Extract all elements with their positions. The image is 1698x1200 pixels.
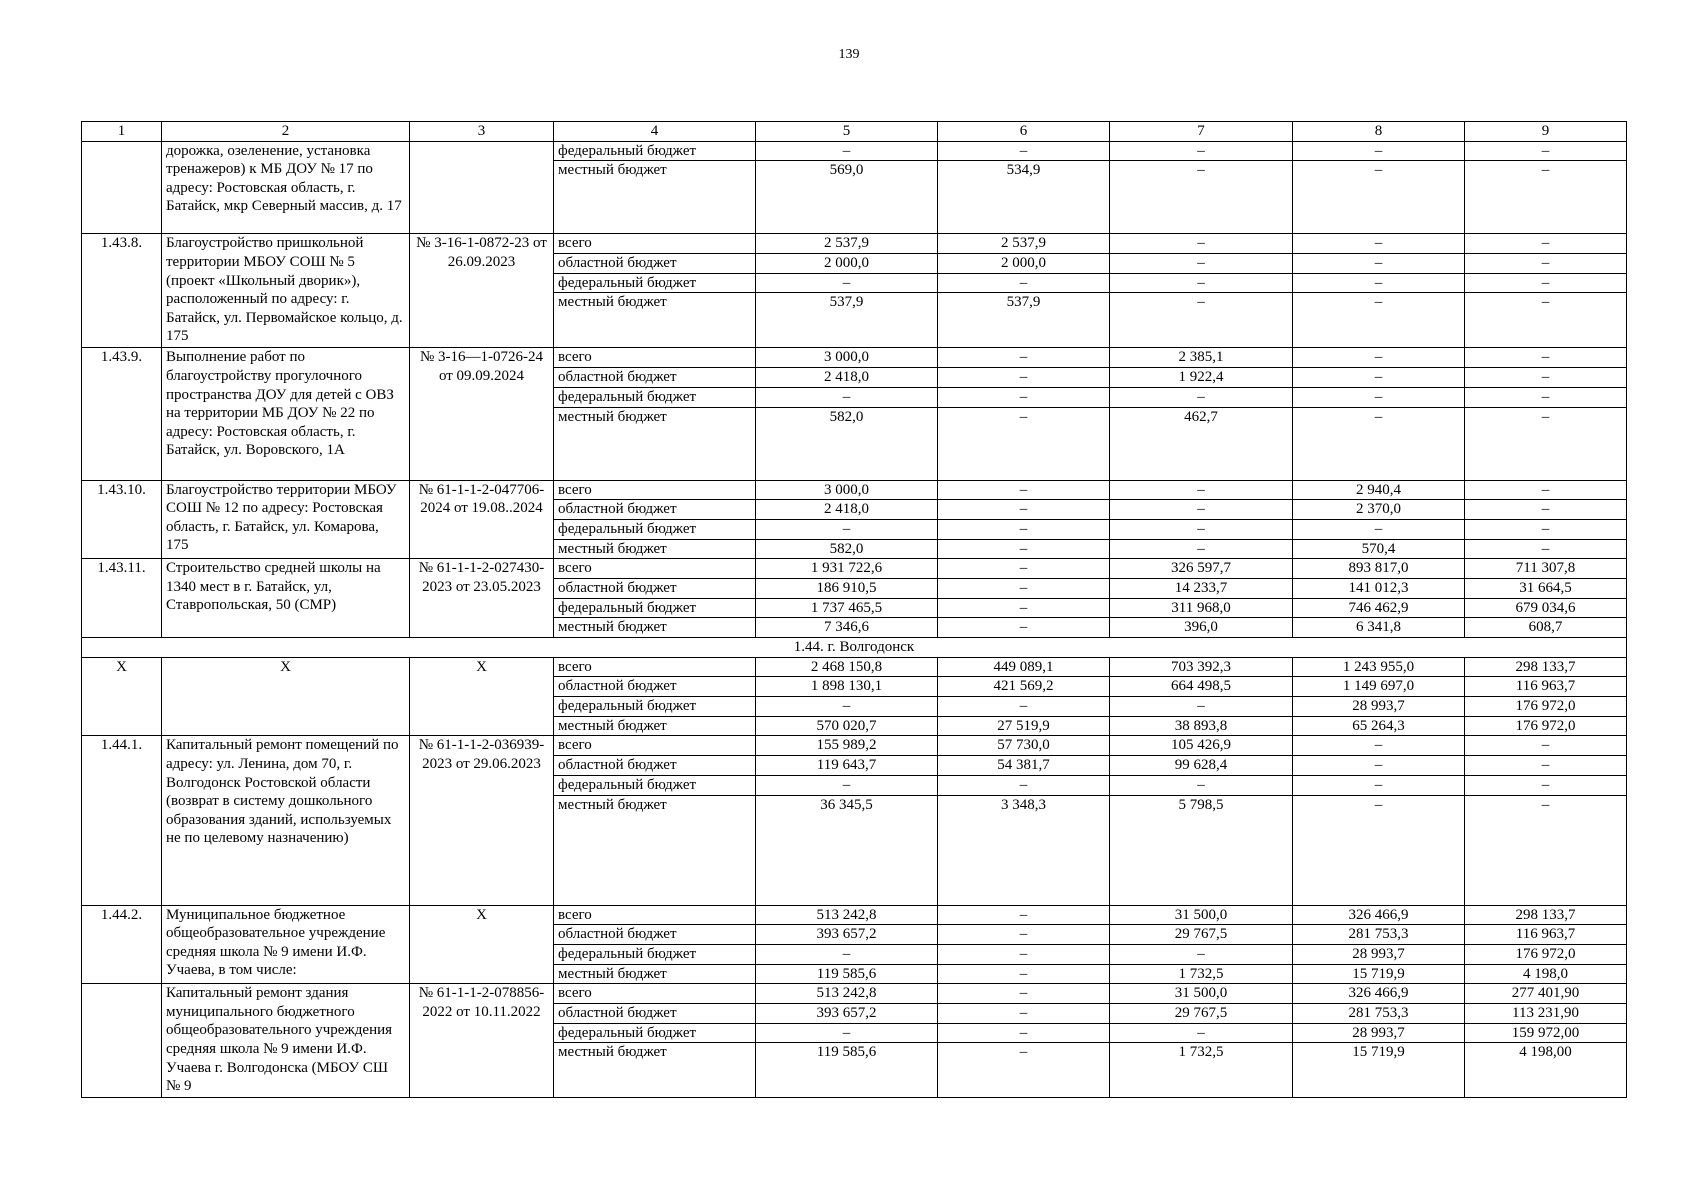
amount-cell: –: [1293, 293, 1465, 348]
amount-cell: –: [938, 407, 1110, 480]
item-name: Капитальный ремонт здания муниципального бюджетного общеобразовательного учреждения средняя школа № 9 имени И.Ф. Учаева г. Волгодонска (МБОУ СШ № 9: [162, 984, 410, 1098]
amount-cell: 421 569,2: [938, 677, 1110, 697]
table-body: [82, 122, 1627, 1098]
amount-cell: 326 597,7: [1110, 559, 1293, 579]
amount-cell: –: [938, 905, 1110, 925]
funding-source: федеральный бюджет: [554, 387, 756, 407]
amount-cell: 1 931 722,6: [756, 559, 938, 579]
amount-cell: –: [938, 500, 1110, 520]
item-number: 1.43.11.: [82, 559, 162, 638]
amount-cell: –: [938, 1043, 1110, 1098]
amount-cell: –: [938, 387, 1110, 407]
amount-cell: 1 898 130,1: [756, 677, 938, 697]
amount-cell: –: [938, 368, 1110, 388]
budget-table: [81, 121, 1627, 1098]
funding-source: федеральный бюджет: [554, 273, 756, 293]
item-document: Х: [410, 905, 554, 984]
amount-cell: 393 657,2: [756, 925, 938, 945]
amount-cell: –: [1465, 519, 1627, 539]
amount-cell: 1 732,5: [1110, 964, 1293, 984]
amount-cell: –: [938, 925, 1110, 945]
funding-source: областной бюджет: [554, 500, 756, 520]
amount-cell: 31 500,0: [1110, 984, 1293, 1004]
amount-cell: 155 989,2: [756, 736, 938, 756]
amount-cell: –: [1465, 273, 1627, 293]
amount-cell: 4 198,00: [1465, 1043, 1627, 1098]
amount-cell: 141 012,3: [1293, 578, 1465, 598]
item-document: [410, 141, 554, 234]
amount-cell: 119 585,6: [756, 1043, 938, 1098]
amount-cell: 534,9: [938, 161, 1110, 234]
amount-cell: –: [1293, 387, 1465, 407]
amount-cell: 2 940,4: [1293, 480, 1465, 500]
amount-cell: –: [1465, 141, 1627, 161]
amount-cell: 2 468 150,8: [756, 657, 938, 677]
funding-source: федеральный бюджет: [554, 598, 756, 618]
amount-cell: 1 243 955,0: [1293, 657, 1465, 677]
amount-cell: 513 242,8: [756, 905, 938, 925]
amount-cell: –: [938, 141, 1110, 161]
amount-cell: 176 972,0: [1465, 944, 1627, 964]
amount-cell: –: [938, 775, 1110, 795]
amount-cell: 38 893,8: [1110, 716, 1293, 736]
table-row: [82, 736, 1627, 756]
amount-cell: 6 341,8: [1293, 618, 1465, 638]
header-row: [82, 122, 1627, 142]
amount-cell: 28 993,7: [1293, 1023, 1465, 1043]
funding-source: областной бюджет: [554, 1003, 756, 1023]
amount-cell: 4 198,0: [1465, 964, 1627, 984]
item-name: Выполнение работ по благоустройству прогулочного пространства ДОУ для детей с ОВЗ на территории МБ ДОУ № 22 по адресу: Ростовская область, г. Батайск, ул. Воровского, 1А: [162, 348, 410, 480]
amount-cell: 711 307,8: [1465, 559, 1627, 579]
amount-cell: –: [1293, 775, 1465, 795]
amount-cell: –: [1465, 480, 1627, 500]
amount-cell: 7 346,6: [756, 618, 938, 638]
amount-cell: –: [938, 964, 1110, 984]
amount-cell: 537,9: [938, 293, 1110, 348]
amount-cell: –: [1465, 293, 1627, 348]
amount-cell: 513 242,8: [756, 984, 938, 1004]
amount-cell: –: [756, 141, 938, 161]
funding-source: всего: [554, 905, 756, 925]
amount-cell: –: [938, 697, 1110, 717]
amount-cell: 2 385,1: [1110, 348, 1293, 368]
funding-source: местный бюджет: [554, 618, 756, 638]
amount-cell: –: [938, 519, 1110, 539]
table-row: [82, 905, 1627, 925]
item-number: [82, 984, 162, 1098]
item-document: Х: [410, 657, 554, 736]
amount-cell: 29 767,5: [1110, 925, 1293, 945]
amount-cell: –: [756, 944, 938, 964]
funding-source: всего: [554, 736, 756, 756]
amount-cell: –: [1110, 387, 1293, 407]
funding-source: местный бюджет: [554, 716, 756, 736]
item-number: 1.43.10.: [82, 480, 162, 559]
amount-cell: –: [938, 944, 1110, 964]
amount-cell: –: [1110, 944, 1293, 964]
amount-cell: 116 963,7: [1465, 677, 1627, 697]
amount-cell: –: [1293, 756, 1465, 776]
amount-cell: 1 149 697,0: [1293, 677, 1465, 697]
amount-cell: 1 732,5: [1110, 1043, 1293, 1098]
table-row: [82, 984, 1627, 1004]
amount-cell: 116 963,7: [1465, 925, 1627, 945]
funding-source: федеральный бюджет: [554, 775, 756, 795]
amount-cell: –: [1293, 234, 1465, 254]
funding-source: местный бюджет: [554, 293, 756, 348]
item-document: № 61-1-1-2-047706-2024 от 19.08..2024: [410, 480, 554, 559]
funding-source: всего: [554, 348, 756, 368]
amount-cell: –: [1110, 480, 1293, 500]
amount-cell: –: [1293, 141, 1465, 161]
item-name: Х: [162, 657, 410, 736]
table-row: [82, 141, 1627, 161]
amount-cell: 449 089,1: [938, 657, 1110, 677]
amount-cell: 2 537,9: [756, 234, 938, 254]
amount-cell: 608,7: [1465, 618, 1627, 638]
amount-cell: –: [1110, 1023, 1293, 1043]
amount-cell: 3 000,0: [756, 348, 938, 368]
amount-cell: –: [1110, 697, 1293, 717]
amount-cell: –: [756, 519, 938, 539]
amount-cell: 119 643,7: [756, 756, 938, 776]
amount-cell: 2 418,0: [756, 368, 938, 388]
amount-cell: –: [1465, 736, 1627, 756]
amount-cell: 54 381,7: [938, 756, 1110, 776]
amount-cell: 277 401,90: [1465, 984, 1627, 1004]
amount-cell: 186 910,5: [756, 578, 938, 598]
amount-cell: –: [1293, 368, 1465, 388]
header-cell: 8: [1293, 122, 1465, 142]
funding-source: местный бюджет: [554, 539, 756, 559]
funding-source: всего: [554, 480, 756, 500]
item-name: Капитальный ремонт помещений по адресу: ул. Ленина, дом 70, г. Волгодонск Ростовской области (возврат в систему дошкольного образования зданий, используемых не по целевому назначению): [162, 736, 410, 905]
amount-cell: 28 993,7: [1293, 944, 1465, 964]
amount-cell: 99 628,4: [1110, 756, 1293, 776]
funding-source: областной бюджет: [554, 254, 756, 274]
amount-cell: –: [756, 387, 938, 407]
amount-cell: –: [1293, 254, 1465, 274]
amount-cell: 2 370,0: [1293, 500, 1465, 520]
amount-cell: –: [1110, 519, 1293, 539]
funding-source: всего: [554, 657, 756, 677]
funding-source: федеральный бюджет: [554, 141, 756, 161]
item-number: 1.44.1.: [82, 736, 162, 905]
amount-cell: 27 519,9: [938, 716, 1110, 736]
funding-source: местный бюджет: [554, 407, 756, 480]
header-cell: 3: [410, 122, 554, 142]
amount-cell: 326 466,9: [1293, 984, 1465, 1004]
amount-cell: 57 730,0: [938, 736, 1110, 756]
amount-cell: –: [1110, 500, 1293, 520]
amount-cell: –: [1293, 348, 1465, 368]
amount-cell: 569,0: [756, 161, 938, 234]
funding-source: федеральный бюджет: [554, 519, 756, 539]
amount-cell: –: [1465, 756, 1627, 776]
header-cell: 5: [756, 122, 938, 142]
amount-cell: –: [1110, 273, 1293, 293]
item-name: Муниципальное бюджетное общеобразовательное учреждение средняя школа № 9 имени И.Ф. Учаева, в том числе:: [162, 905, 410, 984]
amount-cell: –: [1465, 387, 1627, 407]
header-cell: 9: [1465, 122, 1627, 142]
amount-cell: –: [1465, 775, 1627, 795]
amount-cell: –: [1465, 407, 1627, 480]
table-row: [82, 657, 1627, 677]
amount-cell: –: [938, 598, 1110, 618]
funding-source: местный бюджет: [554, 161, 756, 234]
amount-cell: 396,0: [1110, 618, 1293, 638]
item-name: Благоустройство пришкольной территории МБОУ СОШ № 5 (проект «Школьный дворик»), расположенный по адресу: г. Батайск, ул. Первомайское кольцо, д. 175: [162, 234, 410, 348]
amount-cell: –: [1293, 273, 1465, 293]
amount-cell: –: [1110, 234, 1293, 254]
item-document: № 61-1-1-2-078856-2022 от 10.11.2022: [410, 984, 554, 1098]
funding-source: всего: [554, 984, 756, 1004]
amount-cell: –: [938, 984, 1110, 1004]
amount-cell: 893 817,0: [1293, 559, 1465, 579]
amount-cell: 679 034,6: [1465, 598, 1627, 618]
item-number: 1.43.8.: [82, 234, 162, 348]
amount-cell: 31 664,5: [1465, 578, 1627, 598]
item-document: № 3-16—1-0726-24 от 09.09.2024: [410, 348, 554, 480]
amount-cell: –: [756, 1023, 938, 1043]
amount-cell: –: [756, 775, 938, 795]
amount-cell: 5 798,5: [1110, 795, 1293, 905]
funding-source: федеральный бюджет: [554, 1023, 756, 1043]
table-row: [82, 559, 1627, 579]
amount-cell: 2 000,0: [756, 254, 938, 274]
amount-cell: –: [1293, 736, 1465, 756]
amount-cell: 113 231,90: [1465, 1003, 1627, 1023]
amount-cell: –: [1465, 795, 1627, 905]
page-number: 139: [838, 47, 860, 62]
amount-cell: –: [1293, 519, 1465, 539]
amount-cell: 36 345,5: [756, 795, 938, 905]
amount-cell: 2 537,9: [938, 234, 1110, 254]
amount-cell: –: [938, 273, 1110, 293]
amount-cell: –: [1465, 161, 1627, 234]
header-cell: 7: [1110, 122, 1293, 142]
amount-cell: 326 466,9: [1293, 905, 1465, 925]
amount-cell: 582,0: [756, 407, 938, 480]
amount-cell: 31 500,0: [1110, 905, 1293, 925]
amount-cell: –: [938, 480, 1110, 500]
amount-cell: –: [1465, 348, 1627, 368]
amount-cell: 1 737 465,5: [756, 598, 938, 618]
amount-cell: –: [756, 273, 938, 293]
table-row: [82, 348, 1627, 368]
amount-cell: 119 585,6: [756, 964, 938, 984]
amount-cell: 570,4: [1293, 539, 1465, 559]
amount-cell: 1 922,4: [1110, 368, 1293, 388]
funding-source: местный бюджет: [554, 795, 756, 905]
amount-cell: –: [938, 618, 1110, 638]
amount-cell: –: [1293, 407, 1465, 480]
item-number: 1.44.2.: [82, 905, 162, 984]
amount-cell: –: [1110, 539, 1293, 559]
funding-source: федеральный бюджет: [554, 944, 756, 964]
header-cell: 2: [162, 122, 410, 142]
header-cell: 1: [82, 122, 162, 142]
funding-source: всего: [554, 234, 756, 254]
amount-cell: –: [1465, 234, 1627, 254]
amount-cell: 105 426,9: [1110, 736, 1293, 756]
amount-cell: –: [938, 348, 1110, 368]
item-document: № 61-1-1-2-036939-2023 от 29.06.2023: [410, 736, 554, 905]
amount-cell: 2 000,0: [938, 254, 1110, 274]
item-name: Строительство средней школы на 1340 мест в г. Батайск, ул, Ставропольская, 50 (СМР): [162, 559, 410, 638]
header-cell: 6: [938, 122, 1110, 142]
amount-cell: 14 233,7: [1110, 578, 1293, 598]
amount-cell: 281 753,3: [1293, 925, 1465, 945]
amount-cell: –: [1110, 141, 1293, 161]
funding-source: областной бюджет: [554, 677, 756, 697]
amount-cell: 298 133,7: [1465, 657, 1627, 677]
item-document: № 61-1-1-2-027430-2023 от 23.05.2023: [410, 559, 554, 638]
item-number: Х: [82, 657, 162, 736]
amount-cell: –: [1465, 254, 1627, 274]
amount-cell: 15 719,9: [1293, 964, 1465, 984]
amount-cell: 2 418,0: [756, 500, 938, 520]
amount-cell: 582,0: [756, 539, 938, 559]
amount-cell: –: [1465, 539, 1627, 559]
amount-cell: 570 020,7: [756, 716, 938, 736]
amount-cell: 15 719,9: [1293, 1043, 1465, 1098]
amount-cell: 746 462,9: [1293, 598, 1465, 618]
funding-source: областной бюджет: [554, 756, 756, 776]
amount-cell: –: [1465, 500, 1627, 520]
item-name: дорожка, озеленение, установка тренажеров) к МБ ДОУ № 17 по адресу: Ростовская область, г. Батайск, мкр Северный массив, д. 17: [162, 141, 410, 234]
amount-cell: 393 657,2: [756, 1003, 938, 1023]
amount-cell: –: [1110, 254, 1293, 274]
amount-cell: 65 264,3: [1293, 716, 1465, 736]
funding-source: федеральный бюджет: [554, 697, 756, 717]
table-row: [82, 480, 1627, 500]
amount-cell: 3 000,0: [756, 480, 938, 500]
item-number: [82, 141, 162, 234]
amount-cell: 176 972,0: [1465, 716, 1627, 736]
amount-cell: 159 972,00: [1465, 1023, 1627, 1043]
header-cell: 4: [554, 122, 756, 142]
section-header-row: [82, 638, 1627, 658]
amount-cell: 462,7: [1110, 407, 1293, 480]
funding-source: местный бюджет: [554, 964, 756, 984]
amount-cell: 281 753,3: [1293, 1003, 1465, 1023]
amount-cell: –: [1110, 775, 1293, 795]
item-number: 1.43.9.: [82, 348, 162, 480]
amount-cell: 3 348,3: [938, 795, 1110, 905]
amount-cell: –: [1110, 161, 1293, 234]
item-name: Благоустройство территории МБОУ СОШ № 12 по адресу: Ростовская область, г. Батайск, ул. Комарова, 175: [162, 480, 410, 559]
amount-cell: –: [1293, 795, 1465, 905]
amount-cell: –: [938, 539, 1110, 559]
amount-cell: –: [1465, 368, 1627, 388]
amount-cell: –: [938, 559, 1110, 579]
amount-cell: 703 392,3: [1110, 657, 1293, 677]
section-title: 1.44. г. Волгодонск: [82, 638, 1627, 658]
funding-source: областной бюджет: [554, 578, 756, 598]
amount-cell: –: [1293, 161, 1465, 234]
funding-source: областной бюджет: [554, 925, 756, 945]
amount-cell: –: [756, 697, 938, 717]
amount-cell: 29 767,5: [1110, 1003, 1293, 1023]
funding-source: всего: [554, 559, 756, 579]
amount-cell: –: [938, 578, 1110, 598]
amount-cell: –: [1110, 293, 1293, 348]
amount-cell: 664 498,5: [1110, 677, 1293, 697]
amount-cell: –: [938, 1023, 1110, 1043]
amount-cell: 28 993,7: [1293, 697, 1465, 717]
item-document: № 3-16-1-0872-23 от 26.09.2023: [410, 234, 554, 348]
amount-cell: 176 972,0: [1465, 697, 1627, 717]
amount-cell: 537,9: [756, 293, 938, 348]
amount-cell: –: [938, 1003, 1110, 1023]
amount-cell: 311 968,0: [1110, 598, 1293, 618]
funding-source: областной бюджет: [554, 368, 756, 388]
funding-source: местный бюджет: [554, 1043, 756, 1098]
table-row: [82, 234, 1627, 254]
amount-cell: 298 133,7: [1465, 905, 1627, 925]
